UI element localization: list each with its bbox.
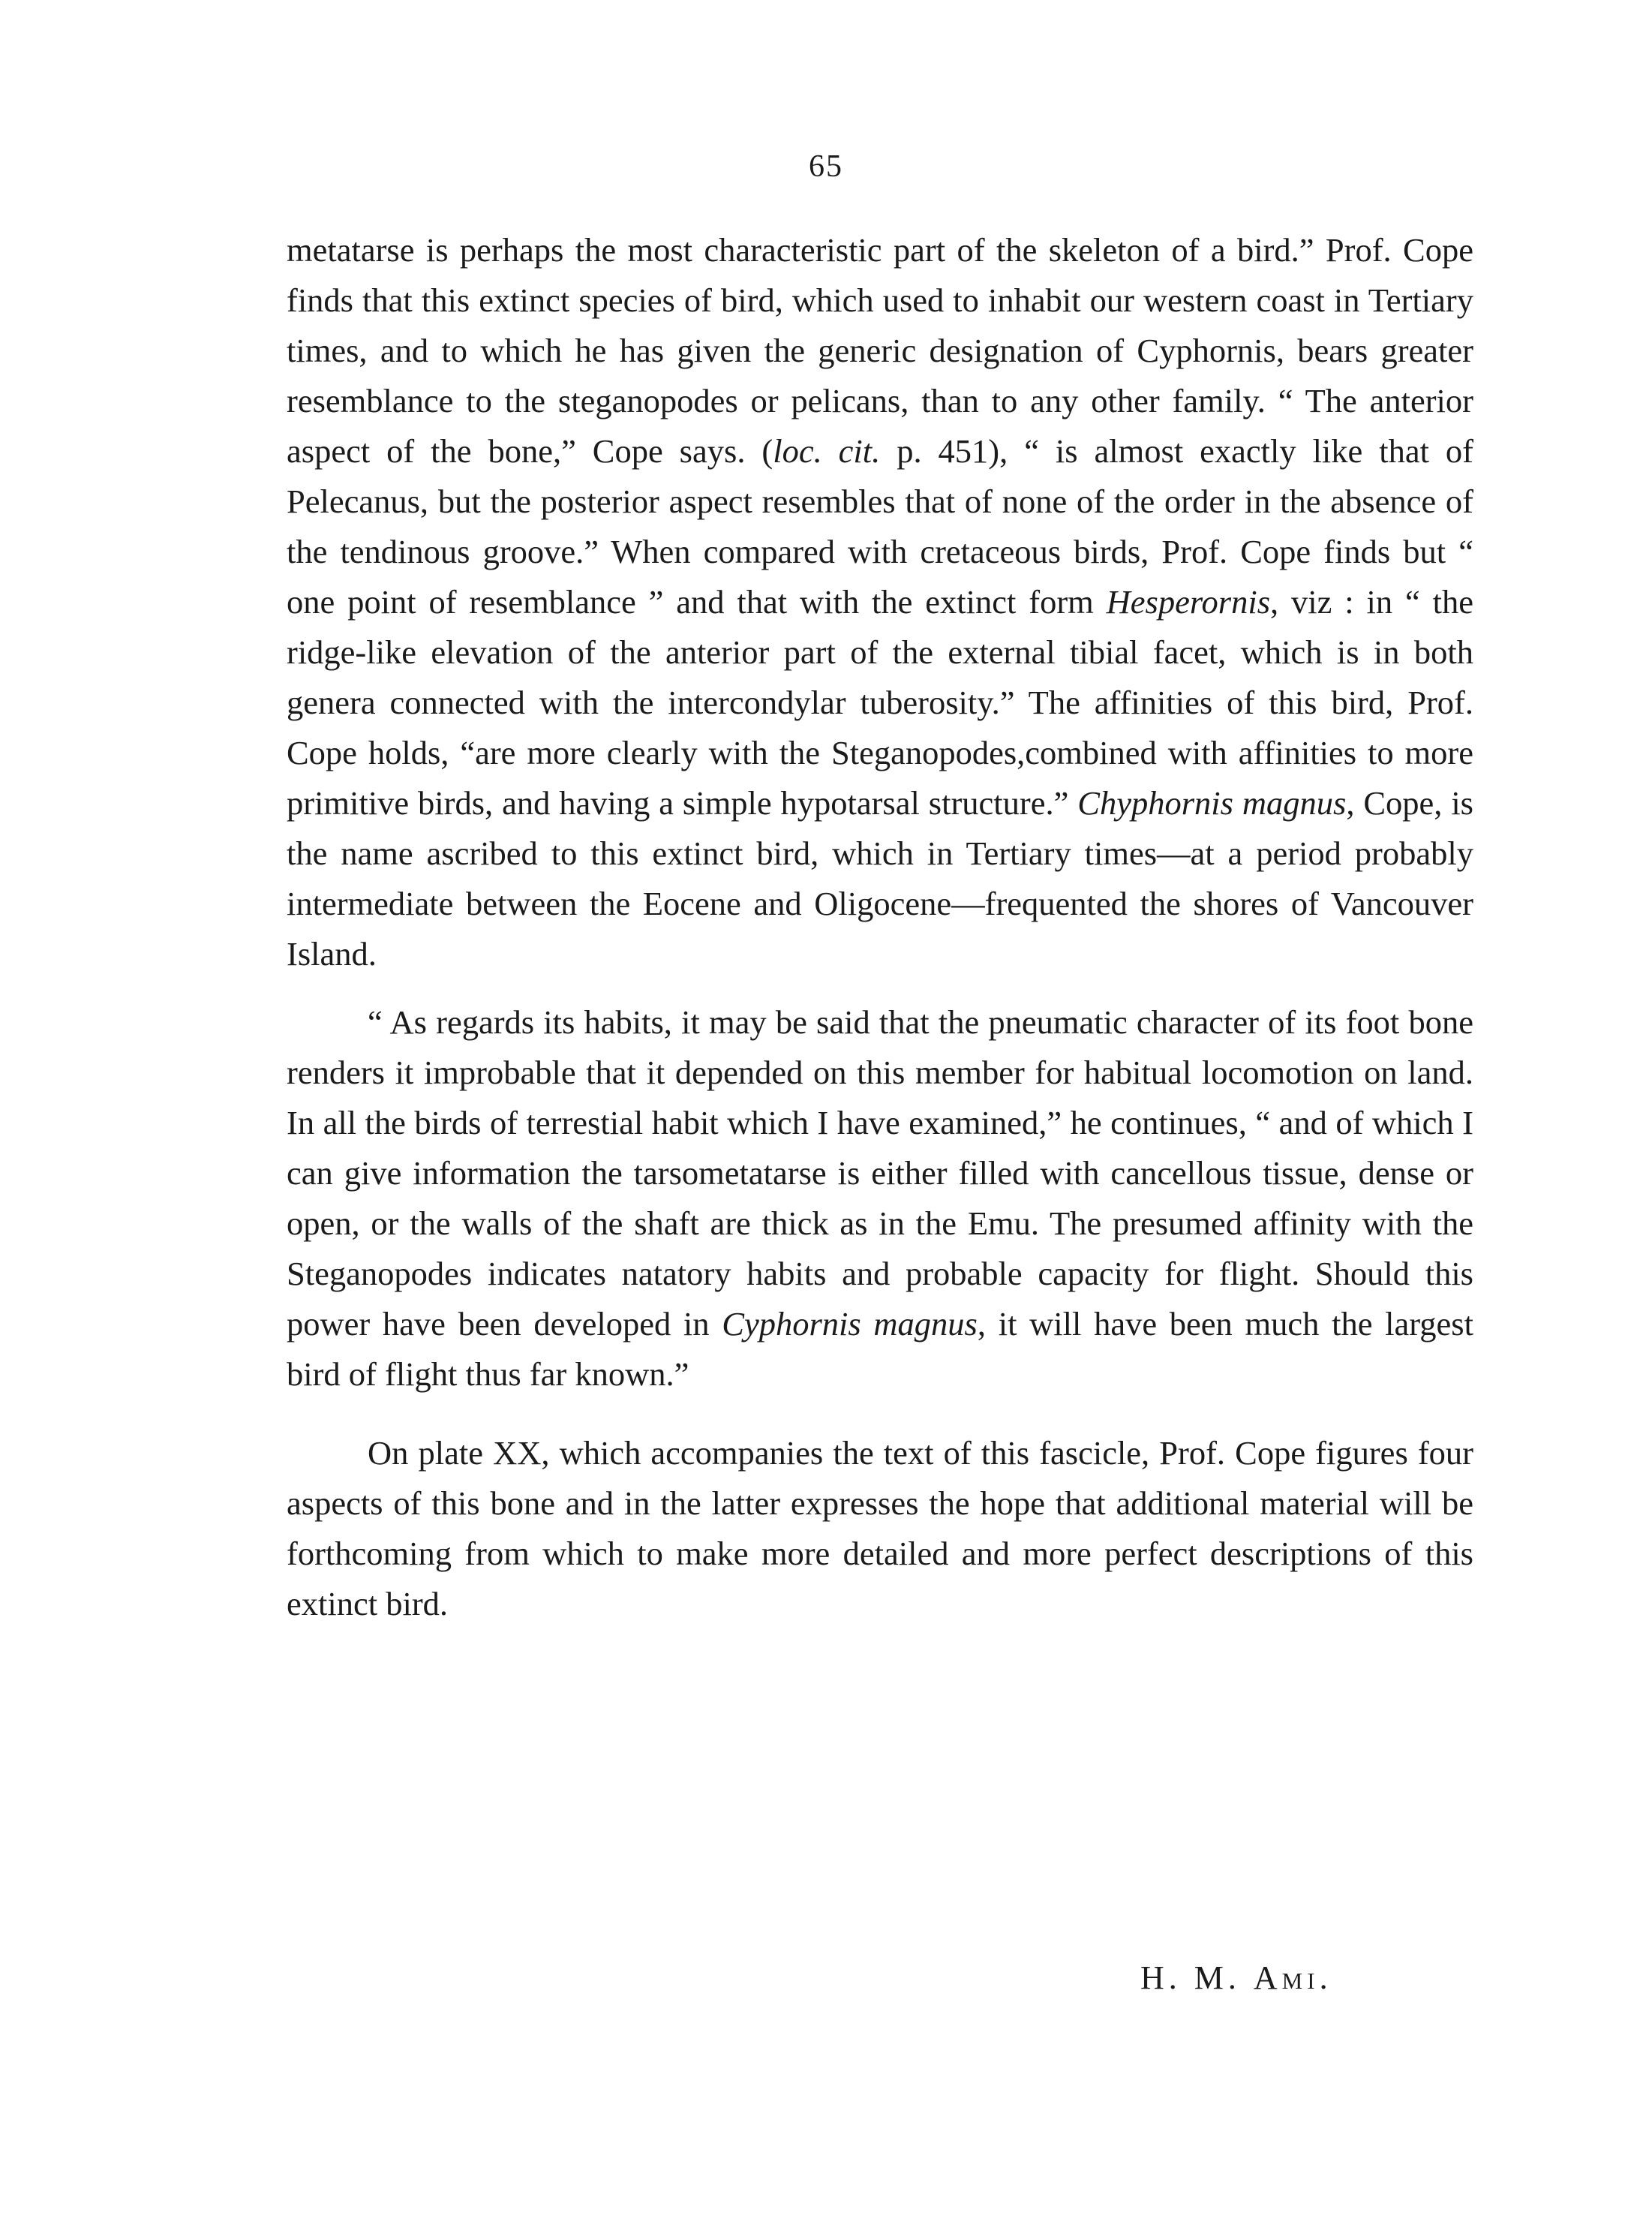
text-segment: p. 451), “ is almost exactly like that of Pelecanus, but the posterior aspect resembles that of none of the order in the absence of the tendinous groove.” When compared with cretaceous birds, Prof. Cope finds but “ one point of resemblance ” and that with the extinct form bbox=[287, 432, 1473, 621]
text-segment: , it will have been much the largest bird of flight thus far known.” bbox=[287, 1305, 1473, 1393]
text-segment: metatarse is perhaps the most characteristic part of the skeleton of a bird.” Prof. Cope finds that this extinct species of bird, which used to inhabit our western coast in Tertiary times, and to which he has given the generic designation of Cyphornis, bears greater resemblance to the steganopodes or pelicans, than to any other family. “ The anterior aspect of the bone,” Cope says. ( bbox=[287, 231, 1473, 470]
italic-genus-name: Hesperornis bbox=[1106, 583, 1271, 621]
author-signature bbox=[1140, 1959, 1332, 1997]
italic-species-name: Cyphornis magnus bbox=[722, 1305, 978, 1343]
italic-species-name: Chyphornis magnus bbox=[1077, 784, 1347, 822]
signature-surname: Ami. bbox=[1253, 1959, 1332, 1996]
paragraph-plate-note bbox=[287, 1428, 1473, 1629]
text-segment: , viz : in “ the ridge-like elevation of the anterior part of the external tibial facet, which is in both genera connected with the intercondylar tuberosity.” The affinities of this bird, Prof. Cope holds, “are more clearly with the Steganopodes,combined with affinities to more primitive birds, and having a simple hypotarsal structure.” bbox=[287, 583, 1473, 822]
body-text bbox=[287, 225, 1473, 1629]
text-segment: On plate XX, which accompanies the text of this fascicle, Prof. Cope figures four aspects of this bone and in the latter expresses the hope that additional material will be forthcoming from which to make more detailed and more perfect descriptions of this extinct bird. bbox=[287, 1434, 1473, 1622]
paragraph-cyphornis-description bbox=[287, 225, 1473, 979]
text-segment: , Cope, is the name ascribed to this extinct bird, which in Tertiary times—at a period probably intermediate between the Eocene and Oligocene—frequented the shores of Vancouver Island. bbox=[287, 784, 1473, 973]
text-segment: “ As regards its habits, it may be said that the pneumatic character of its foot bone renders it improbable that it depended on this member for habitual locomotion on land. In all the birds of terrestial habit which I have examined,” he continues, “ and of which I can give information the tarsometatarse is either filled with cancellous tissue, dense or open, or the walls of the shaft are thick as in the Emu. The presumed affinity with the Steganopodes indicates natatory habits and probable capacity for flight. Should this power have been developed in bbox=[287, 1003, 1473, 1343]
signature-initials: H. M. bbox=[1140, 1959, 1254, 1996]
page-number: 65 bbox=[809, 149, 843, 184]
italic-citation: loc. cit. bbox=[773, 432, 881, 470]
paragraph-habits-quote bbox=[287, 997, 1473, 1400]
